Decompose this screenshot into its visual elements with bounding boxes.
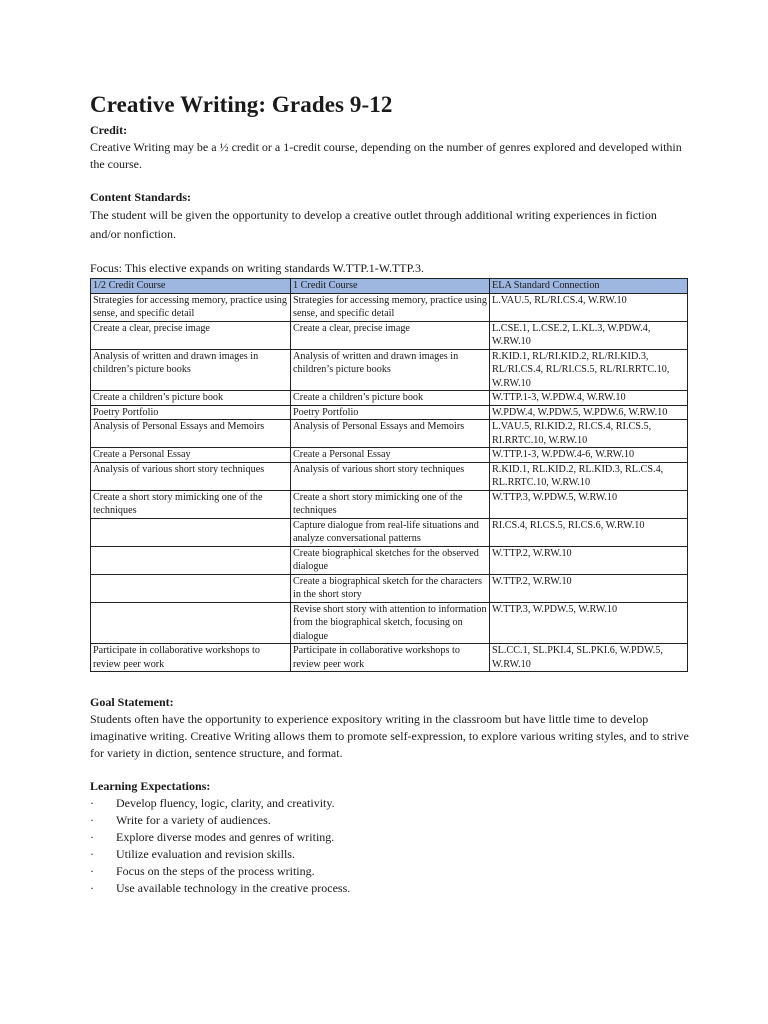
table-body bbox=[91, 293, 688, 672]
table-cell: W.TTP.3, W.PDW.5, W.RW.10 bbox=[490, 490, 688, 518]
table-cell: Analysis of various short story techniques bbox=[91, 462, 291, 490]
table-cell: Create a children’s picture book bbox=[291, 391, 490, 406]
list-item-text: Focus on the steps of the process writing. bbox=[116, 864, 315, 878]
page-title: Creative Writing: Grades 9-12 bbox=[90, 92, 393, 117]
table-cell: Revise short story with attention to information from the biographical sketch, focusing on dialogue bbox=[291, 602, 490, 644]
table-cell bbox=[91, 518, 291, 546]
table-cell bbox=[91, 574, 291, 602]
table-cell: R.KID.1, RL/RI.KID.2, RL/RI.KID.3, RL/RI.CS.4, RL/RI.CS.5, RL/RI.RRTC.10, W.RW.10 bbox=[490, 349, 688, 391]
table-cell: Participate in collaborative workshops to review peer work bbox=[291, 644, 490, 672]
table-cell: Create biographical sketches for the observed dialogue bbox=[291, 546, 490, 574]
table-cell: RI.CS.4, RI.CS.5, RI.CS.6, W.RW.10 bbox=[490, 518, 688, 546]
table-cell: W.TTP.1-3, W.PDW.4-6, W.RW.10 bbox=[490, 448, 688, 463]
document-content bbox=[90, 92, 690, 897]
list-item bbox=[90, 880, 690, 897]
table-row bbox=[91, 448, 688, 463]
table-cell: R.KID.1, RL.KID.2, RL.KID.3, RL.CS.4, RL.RRTC.10, W.RW.10 bbox=[490, 462, 688, 490]
standards-table bbox=[90, 278, 688, 672]
list-item bbox=[90, 846, 690, 863]
table-cell: Create a short story mimicking one of the techniques bbox=[91, 490, 291, 518]
column-header: ELA Standard Connection bbox=[490, 279, 688, 294]
table-header-row bbox=[91, 279, 688, 294]
list-item-text: Utilize evaluation and revision skills. bbox=[116, 847, 295, 861]
table-cell: Strategies for accessing memory, practice using sense, and specific detail bbox=[91, 293, 291, 321]
list-item-text: Explore diverse modes and genres of writing. bbox=[116, 830, 335, 844]
table-row bbox=[91, 644, 688, 672]
credit-heading: Credit: bbox=[90, 123, 128, 137]
table-cell: Strategies for accessing memory, practice using sense, and specific detail bbox=[291, 293, 490, 321]
table-cell bbox=[91, 602, 291, 644]
table-row bbox=[91, 602, 688, 644]
table-cell: Create a clear, precise image bbox=[291, 321, 490, 349]
table-row bbox=[91, 293, 688, 321]
table-row bbox=[91, 574, 688, 602]
table-cell: SL.CC.1, SL.PKI.4, SL.PKI.6, W.PDW.5, W.RW.10 bbox=[490, 644, 688, 672]
table-cell: Create a Personal Essay bbox=[91, 448, 291, 463]
table-row bbox=[91, 420, 688, 448]
table-cell: Create a children’s picture book bbox=[91, 391, 291, 406]
table-cell: Analysis of Personal Essays and Memoirs bbox=[291, 420, 490, 448]
table-cell: Create a biographical sketch for the characters in the short story bbox=[291, 574, 490, 602]
table-row bbox=[91, 546, 688, 574]
bullet-marker: · bbox=[90, 796, 94, 810]
table-row bbox=[91, 462, 688, 490]
table-row bbox=[91, 405, 688, 420]
table-row bbox=[91, 391, 688, 406]
list-item-text: Develop fluency, logic, clarity, and creativity. bbox=[116, 796, 335, 810]
table-cell: Create a clear, precise image bbox=[91, 321, 291, 349]
table-cell: W.TTP.2, W.RW.10 bbox=[490, 574, 688, 602]
table-cell: Participate in collaborative workshops to review peer work bbox=[91, 644, 291, 672]
table-cell: Create a Personal Essay bbox=[291, 448, 490, 463]
table-row bbox=[91, 518, 688, 546]
table-cell: W.TTP.2, W.RW.10 bbox=[490, 546, 688, 574]
table-cell: Analysis of Personal Essays and Memoirs bbox=[91, 420, 291, 448]
learning-expectations-heading: Learning Expectations: bbox=[90, 779, 211, 793]
column-header: 1 Credit Course bbox=[291, 279, 490, 294]
table-cell: W.PDW.4, W.PDW.5, W.PDW.6, W.RW.10 bbox=[490, 405, 688, 420]
list-item-text: Write for a variety of audiences. bbox=[116, 813, 271, 827]
bullet-marker: · bbox=[90, 830, 94, 844]
focus-statement: Focus: This elective expands on writing standards W.TTP.1-W.TTP.3. bbox=[90, 261, 424, 275]
table-cell: Create a short story mimicking one of the techniques bbox=[291, 490, 490, 518]
table-cell: W.TTP.3, W.PDW.5, W.RW.10 bbox=[490, 602, 688, 644]
credit-text: Creative Writing may be a ½ credit or a 1-credit course, depending on the number of genres explored and developed within the course. bbox=[90, 140, 682, 171]
table-cell: L.VAU.5, RI.KID.2, RI.CS.4, RI.CS.5, RI.RRTC.10, W.RW.10 bbox=[490, 420, 688, 448]
table-cell: L.CSE.1, L.CSE.2, L.KL.3, W.PDW.4, W.RW.10 bbox=[490, 321, 688, 349]
table-cell: L.VAU.5, RL/RI.CS.4, W.RW.10 bbox=[490, 293, 688, 321]
list-item bbox=[90, 812, 690, 829]
table-row bbox=[91, 321, 688, 349]
table-cell: Capture dialogue from real-life situations and analyze conversational patterns bbox=[291, 518, 490, 546]
content-standards-text: The student will be given the opportunity to develop a creative outlet through additional writing experiences in fiction and/or nonfiction. bbox=[90, 208, 657, 241]
list-item bbox=[90, 795, 690, 812]
column-header: 1/2 Credit Course bbox=[91, 279, 291, 294]
table-cell: Analysis of written and drawn images in children’s picture books bbox=[91, 349, 291, 391]
table-cell: W.TTP.1-3, W.PDW.4, W.RW.10 bbox=[490, 391, 688, 406]
table-row bbox=[91, 490, 688, 518]
table-cell: Analysis of various short story techniques bbox=[291, 462, 490, 490]
list-item bbox=[90, 829, 690, 846]
bullet-marker: · bbox=[90, 813, 94, 827]
table-cell: Poetry Portfolio bbox=[91, 405, 291, 420]
learning-expectations-list bbox=[90, 795, 690, 897]
goal-text: Students often have the opportunity to experience expository writing in the classroom but have little time to develop imaginative writing. Creative Writing allows them to promote self-expression, to explore various writing styles, and to strive for variety in diction, sentence structure, and format. bbox=[90, 712, 689, 760]
list-item bbox=[90, 863, 690, 880]
bullet-marker: · bbox=[90, 864, 94, 878]
list-item-text: Use available technology in the creative process. bbox=[116, 881, 351, 895]
goal-heading: Goal Statement: bbox=[90, 695, 174, 709]
table-row bbox=[91, 349, 688, 391]
bullet-marker: · bbox=[90, 881, 94, 895]
content-standards-heading: Content Standards: bbox=[90, 190, 192, 204]
table-cell: Analysis of written and drawn images in children’s picture books bbox=[291, 349, 490, 391]
table-cell: Poetry Portfolio bbox=[291, 405, 490, 420]
bullet-marker: · bbox=[90, 847, 94, 861]
table-cell bbox=[91, 546, 291, 574]
